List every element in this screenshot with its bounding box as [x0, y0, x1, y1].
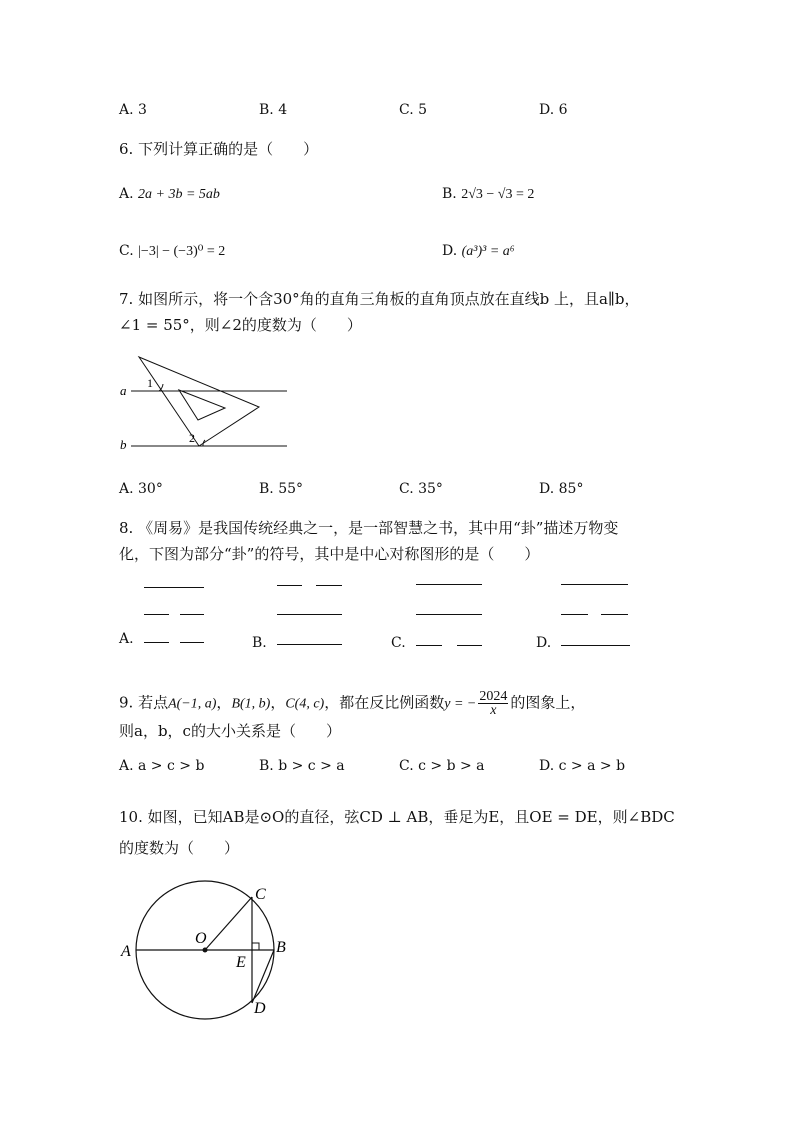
q9-stem-line2: 则a，b，c的大小关系是（ ）: [119, 722, 341, 740]
q6-option-c-expr: |−3| − (−3)⁰ = 2: [138, 244, 226, 259]
q7-option-b: B. 55°: [259, 481, 304, 497]
q9-point-c: C(4, c): [285, 696, 325, 712]
q6-option-b: [442, 186, 534, 203]
q10-figure-circle: [115, 875, 305, 1020]
q7-option-d: D. 85°: [539, 481, 584, 497]
q6-option-d-expr: (a³)³ = a⁶: [461, 244, 515, 259]
q6-option-b-label: B.: [442, 186, 457, 202]
q6-stem: 6. 下列计算正确的是（ ）: [119, 140, 319, 158]
q8-option-d-label: D.: [536, 635, 552, 651]
q9-func-den: x: [490, 703, 497, 718]
q6-option-c-label: C.: [119, 243, 134, 259]
q9-stem-line1: 9. 若点A(−1, a)，B(1, b)，C(4, c)，都在反比例函数y = − $\frac{2024}{x}$ 的图象上，: [119, 689, 586, 718]
q9-option-a: A. a > c > b: [119, 758, 205, 774]
set-square-outer: [139, 357, 259, 446]
label-B: B: [276, 939, 286, 956]
q9-stem-prefix: 9. 若点: [119, 693, 169, 712]
q8-option-a-label: A.: [119, 631, 134, 647]
q9-stem-mid: ，都在反比例函数: [324, 693, 445, 712]
q5-option-b: B. 4: [259, 102, 288, 118]
q8-option-c-label: C.: [391, 635, 406, 651]
q10-stem-line1: 10. 如图，已知AB是⊙O的直径，弦CD ⊥ AB，垂足为E，且OE = DE，则∠BDC: [119, 808, 675, 826]
q6-option-a: [119, 186, 220, 203]
q7-figure-triangle-on-parallel-lines: [115, 350, 295, 460]
q6-option-d-label: D.: [442, 243, 458, 259]
q9-point-b: B(1, b): [231, 696, 271, 712]
q7-stem-line1: 7. 如图所示，将一个含30°角的直角三角板的直角顶点放在直线b 上，且a∥b，: [119, 290, 640, 308]
q9-stem-suffix: 的图象上，: [510, 693, 586, 712]
label-O: O: [195, 930, 207, 947]
q8-stem-line1: 8. 《周易》是我国传统经典之一，是一部智慧之书，其中用“卦”描述万物变: [119, 519, 619, 537]
q9-func-fraction: [478, 690, 508, 717]
q6-option-a-expr: 2a + 3b = 5ab: [138, 187, 220, 202]
label-E: E: [236, 954, 246, 971]
q5-option-c: C. 5: [399, 102, 428, 118]
label-angle1: 1: [147, 376, 153, 390]
q5-option-d: D. 6: [539, 102, 568, 118]
right-angle-mark: [252, 943, 259, 950]
q7-option-c: C. 35°: [399, 481, 443, 497]
label-angle2: 2: [189, 431, 195, 445]
label-D: D: [254, 1000, 266, 1017]
q7-stem-line2: ∠1 = 55°，则∠2的度数为（ ）: [119, 316, 362, 334]
q9-option-c: C. c > b > a: [399, 758, 485, 774]
q7-option-a: A. 30°: [119, 481, 163, 497]
q6-option-b-expr: 2√3 − √3 = 2: [461, 187, 535, 202]
label-A: A: [121, 943, 131, 960]
segment-oc: [205, 897, 252, 950]
q9-point-a: A(−1, a): [168, 696, 217, 712]
q9-option-d: D. c > a > b: [539, 758, 626, 774]
set-square-inner: [179, 390, 225, 420]
q6-option-d: [442, 243, 515, 260]
q10-stem-line2: 的度数为（ ）: [119, 839, 240, 857]
q9-func-num: 2024: [479, 689, 508, 704]
q8-stem-line2: 化，下图为部分“卦”的符号，其中是中心对称图形的是（ ）: [119, 545, 540, 563]
label-a: a: [120, 383, 127, 398]
center-dot: [203, 948, 208, 953]
label-b: b: [120, 437, 127, 452]
q9-func-lhs: y = −: [444, 696, 477, 712]
q6-option-c: [119, 243, 225, 260]
q5-option-a: A. 3: [119, 102, 147, 118]
segment-db: [252, 950, 274, 1003]
q6-option-a-label: A.: [119, 186, 134, 202]
q9-option-b: B. b > c > a: [259, 758, 345, 774]
q8-option-b-label: B.: [252, 635, 267, 651]
label-C: C: [255, 886, 266, 903]
